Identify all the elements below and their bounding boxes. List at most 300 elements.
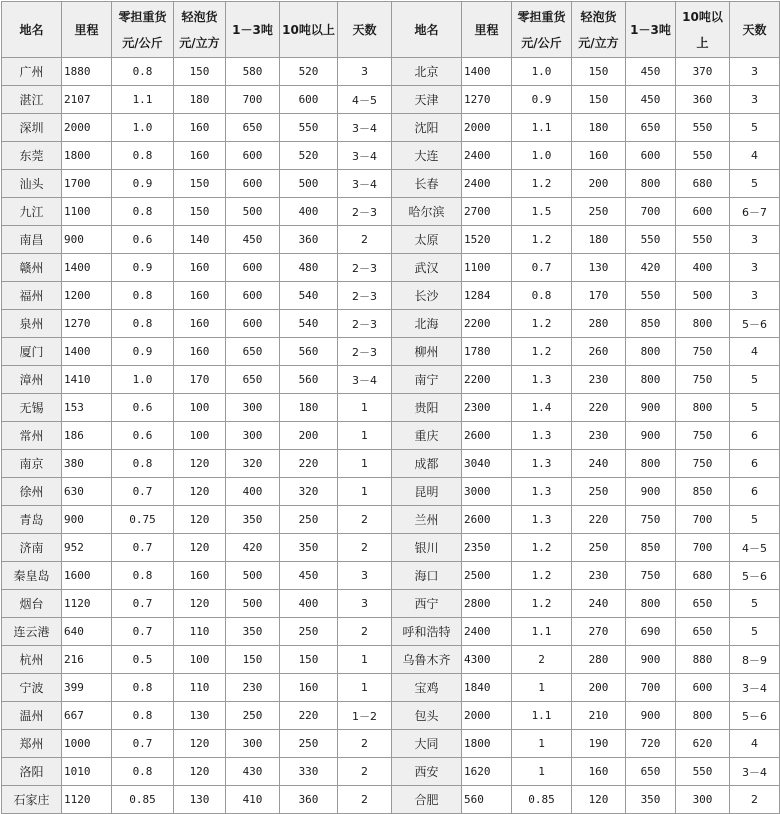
left-one-to-three-ton-rate-cell: 600 <box>226 310 280 338</box>
left-mileage-cell: 399 <box>62 674 112 702</box>
right-days-cell: 4 <box>730 730 780 758</box>
right-light-cargo-rate-cell: 220 <box>572 506 626 534</box>
left-ten-ton-plus-rate-cell: 520 <box>280 142 338 170</box>
left-days-cell: 3－4 <box>338 366 392 394</box>
left-light-cargo-rate-cell: 120 <box>174 478 226 506</box>
left-ltl-weight-rate-cell: 0.8 <box>112 450 174 478</box>
left-days-cell: 3－4 <box>338 170 392 198</box>
right-light-cargo-rate-cell: 190 <box>572 730 626 758</box>
right-place-cell: 合肥 <box>392 786 462 814</box>
right-place-cell: 天津 <box>392 86 462 114</box>
right-days-header <box>730 2 780 58</box>
left-one-to-three-ton-rate-cell: 600 <box>226 254 280 282</box>
right-days-cell: 8－9 <box>730 646 780 674</box>
right-one-to-three-ton-rate-cell: 600 <box>626 142 676 170</box>
left-place-cell: 秦皇岛 <box>2 562 62 590</box>
right-one-to-three-ton-rate-cell: 650 <box>626 758 676 786</box>
right-one-to-three-ton-rate-cell: 550 <box>626 282 676 310</box>
header-text-line: 元/立方 <box>578 35 619 50</box>
right-light-cargo-rate-cell: 120 <box>572 786 626 814</box>
right-ltl-weight-rate-cell: 1 <box>512 674 572 702</box>
left-ltl-weight-rate-header <box>112 2 174 58</box>
right-ltl-weight-rate-cell: 1.1 <box>512 702 572 730</box>
right-one-to-three-ton-rate-cell: 900 <box>626 422 676 450</box>
left-ltl-weight-rate-cell: 0.8 <box>112 310 174 338</box>
left-ltl-weight-rate-cell: 1.0 <box>112 366 174 394</box>
left-one-to-three-ton-rate-cell: 350 <box>226 506 280 534</box>
right-ltl-weight-rate-cell: 1.3 <box>512 422 572 450</box>
right-mileage-cell: 2400 <box>462 170 512 198</box>
left-one-to-three-ton-rate-cell: 450 <box>226 226 280 254</box>
right-place-cell: 乌鲁木齐 <box>392 646 462 674</box>
table-row <box>2 646 780 674</box>
left-place-cell: 赣州 <box>2 254 62 282</box>
left-days-cell: 2 <box>338 758 392 786</box>
left-ten-ton-plus-rate-cell: 400 <box>280 198 338 226</box>
right-days-cell: 5－6 <box>730 562 780 590</box>
header-text-line: 地名 <box>19 22 44 37</box>
header-text-line: 里程 <box>74 22 99 37</box>
right-ten-ton-plus-rate-cell: 550 <box>676 142 730 170</box>
right-mileage-cell: 560 <box>462 786 512 814</box>
right-one-to-three-ton-rate-cell: 900 <box>626 646 676 674</box>
left-one-to-three-ton-rate-cell: 600 <box>226 142 280 170</box>
right-mileage-cell: 2300 <box>462 394 512 422</box>
left-ten-ton-plus-rate-cell: 360 <box>280 226 338 254</box>
left-ten-ton-plus-rate-cell: 550 <box>280 114 338 142</box>
left-mileage-cell: 1600 <box>62 562 112 590</box>
left-mileage-cell: 640 <box>62 618 112 646</box>
left-days-cell: 4－5 <box>338 86 392 114</box>
right-ten-ton-plus-rate-cell: 800 <box>676 702 730 730</box>
left-mileage-cell: 1120 <box>62 786 112 814</box>
right-light-cargo-rate-cell: 180 <box>572 114 626 142</box>
left-one-to-three-ton-rate-cell: 320 <box>226 450 280 478</box>
left-days-cell: 3－4 <box>338 142 392 170</box>
right-light-cargo-rate-cell: 240 <box>572 450 626 478</box>
table-row <box>2 198 780 226</box>
left-ltl-weight-rate-cell: 0.5 <box>112 646 174 674</box>
right-light-cargo-rate-cell: 240 <box>572 590 626 618</box>
right-ltl-weight-rate-cell: 1 <box>512 730 572 758</box>
left-light-cargo-rate-cell: 100 <box>174 646 226 674</box>
right-ten-ton-plus-rate-cell: 370 <box>676 58 730 86</box>
right-days-cell: 5 <box>730 394 780 422</box>
left-ten-ton-plus-rate-cell: 400 <box>280 590 338 618</box>
left-ten-ton-plus-rate-cell: 250 <box>280 730 338 758</box>
table-row <box>2 310 780 338</box>
header-text-line: 上 <box>696 35 709 50</box>
left-light-cargo-rate-cell: 150 <box>174 58 226 86</box>
left-one-to-three-ton-rate-cell: 250 <box>226 702 280 730</box>
right-days-cell: 2 <box>730 786 780 814</box>
right-days-cell: 4 <box>730 338 780 366</box>
table-row <box>2 478 780 506</box>
header-text-line: 零担重货 <box>118 9 167 24</box>
right-place-cell: 北京 <box>392 58 462 86</box>
right-mileage-cell: 1100 <box>462 254 512 282</box>
left-one-to-three-ton-rate-cell: 500 <box>226 590 280 618</box>
right-one-to-three-ton-rate-cell: 800 <box>626 338 676 366</box>
left-days-cell: 1 <box>338 422 392 450</box>
left-one-to-three-ton-rate-cell: 230 <box>226 674 280 702</box>
left-light-cargo-rate-cell: 120 <box>174 730 226 758</box>
left-mileage-cell: 186 <box>62 422 112 450</box>
right-mileage-cell: 2400 <box>462 142 512 170</box>
right-place-cell: 呼和浩特 <box>392 618 462 646</box>
right-ltl-weight-rate-cell: 1.2 <box>512 590 572 618</box>
left-mileage-cell: 667 <box>62 702 112 730</box>
right-days-cell: 3 <box>730 282 780 310</box>
left-one-to-three-ton-rate-cell: 650 <box>226 114 280 142</box>
right-ltl-weight-rate-cell: 0.85 <box>512 786 572 814</box>
right-ltl-weight-rate-cell: 1 <box>512 758 572 786</box>
header-text-line: 地名 <box>414 22 439 37</box>
left-mileage-cell: 380 <box>62 450 112 478</box>
header-text-line: 轻泡货 <box>580 9 617 24</box>
right-ten-ton-plus-rate-cell: 880 <box>676 646 730 674</box>
right-days-cell: 5 <box>730 366 780 394</box>
table-row <box>2 58 780 86</box>
right-ten-ton-plus-rate-cell: 750 <box>676 450 730 478</box>
left-place-cell: 漳州 <box>2 366 62 394</box>
right-light-cargo-rate-cell: 270 <box>572 618 626 646</box>
left-one-to-three-ton-rate-cell: 410 <box>226 786 280 814</box>
right-light-cargo-rate-cell: 130 <box>572 254 626 282</box>
left-one-to-three-ton-rate-cell: 700 <box>226 86 280 114</box>
table-row <box>2 226 780 254</box>
left-mileage-cell: 153 <box>62 394 112 422</box>
right-mileage-cell: 1270 <box>462 86 512 114</box>
right-place-cell: 包头 <box>392 702 462 730</box>
right-mileage-cell: 2600 <box>462 422 512 450</box>
left-mileage-cell: 1400 <box>62 338 112 366</box>
table-row <box>2 534 780 562</box>
left-light-cargo-rate-cell: 120 <box>174 590 226 618</box>
right-days-cell: 4－5 <box>730 534 780 562</box>
right-ltl-weight-rate-cell: 1.5 <box>512 198 572 226</box>
left-one-to-three-ton-rate-cell: 500 <box>226 562 280 590</box>
right-mileage-cell: 2200 <box>462 366 512 394</box>
left-one-to-three-ton-rate-cell: 350 <box>226 618 280 646</box>
right-days-cell: 6 <box>730 478 780 506</box>
right-light-cargo-rate-cell: 280 <box>572 646 626 674</box>
right-mileage-cell: 2000 <box>462 702 512 730</box>
left-light-cargo-rate-cell: 120 <box>174 450 226 478</box>
right-ten-ton-plus-rate-cell: 650 <box>676 618 730 646</box>
left-mileage-cell: 1010 <box>62 758 112 786</box>
left-one-to-three-ton-rate-cell: 430 <box>226 758 280 786</box>
left-days-cell: 1 <box>338 674 392 702</box>
right-days-cell: 5 <box>730 114 780 142</box>
left-ltl-weight-rate-cell: 0.75 <box>112 506 174 534</box>
left-ten-ton-plus-rate-cell: 220 <box>280 702 338 730</box>
table-row <box>2 506 780 534</box>
right-place-cell: 西安 <box>392 758 462 786</box>
right-one-to-three-ton-rate-cell: 900 <box>626 702 676 730</box>
left-place-cell: 湛江 <box>2 86 62 114</box>
right-mileage-cell: 2200 <box>462 310 512 338</box>
left-one-to-three-ton-rate-cell: 650 <box>226 338 280 366</box>
table-row <box>2 338 780 366</box>
right-one-to-three-ton-rate-cell: 750 <box>626 506 676 534</box>
table-body <box>2 58 780 814</box>
left-ten-ton-plus-rate-cell: 600 <box>280 86 338 114</box>
left-mileage-cell: 1410 <box>62 366 112 394</box>
left-mileage-cell: 2000 <box>62 114 112 142</box>
right-ltl-weight-rate-cell: 1.2 <box>512 338 572 366</box>
left-place-cell: 南京 <box>2 450 62 478</box>
left-mileage-cell: 630 <box>62 478 112 506</box>
left-light-cargo-rate-cell: 150 <box>174 170 226 198</box>
right-mileage-cell: 1840 <box>462 674 512 702</box>
table-row <box>2 702 780 730</box>
right-light-cargo-rate-cell: 170 <box>572 282 626 310</box>
right-place-cell: 大连 <box>392 142 462 170</box>
left-ltl-weight-rate-cell: 1.1 <box>112 86 174 114</box>
table-row <box>2 590 780 618</box>
left-place-cell: 徐州 <box>2 478 62 506</box>
right-days-cell: 6 <box>730 450 780 478</box>
right-mileage-header <box>462 2 512 58</box>
right-days-cell: 5 <box>730 506 780 534</box>
right-mileage-cell: 2350 <box>462 534 512 562</box>
left-days-cell: 2－3 <box>338 310 392 338</box>
right-ten-ton-plus-header <box>676 2 730 58</box>
left-light-cargo-rate-cell: 120 <box>174 758 226 786</box>
left-light-cargo-rate-cell: 140 <box>174 226 226 254</box>
left-place-cell: 济南 <box>2 534 62 562</box>
right-light-cargo-rate-cell: 160 <box>572 758 626 786</box>
left-days-cell: 2 <box>338 534 392 562</box>
right-mileage-cell: 1780 <box>462 338 512 366</box>
left-ten-ton-plus-rate-cell: 500 <box>280 170 338 198</box>
right-days-cell: 3 <box>730 58 780 86</box>
table-row <box>2 86 780 114</box>
right-light-cargo-rate-cell: 250 <box>572 534 626 562</box>
right-place-cell: 成都 <box>392 450 462 478</box>
right-mileage-cell: 1284 <box>462 282 512 310</box>
right-place-cell: 海口 <box>392 562 462 590</box>
right-days-cell: 3 <box>730 254 780 282</box>
right-place-cell: 长沙 <box>392 282 462 310</box>
left-ltl-weight-rate-cell: 0.8 <box>112 674 174 702</box>
left-place-header <box>2 2 62 58</box>
left-place-cell: 常州 <box>2 422 62 450</box>
left-days-cell: 2 <box>338 786 392 814</box>
left-light-cargo-rate-cell: 110 <box>174 618 226 646</box>
header-text-line: 元/公斤 <box>521 35 562 50</box>
right-ten-ton-plus-rate-cell: 550 <box>676 114 730 142</box>
right-place-cell: 哈尔滨 <box>392 198 462 226</box>
left-light-cargo-rate-cell: 120 <box>174 506 226 534</box>
right-one-to-three-ton-rate-cell: 450 <box>626 58 676 86</box>
right-days-cell: 4 <box>730 142 780 170</box>
left-one-to-three-ton-rate-cell: 650 <box>226 366 280 394</box>
left-ten-ton-plus-rate-cell: 330 <box>280 758 338 786</box>
header-text-line: 10吨以上 <box>282 22 335 37</box>
left-place-cell: 汕头 <box>2 170 62 198</box>
header-text-line: 1－3吨 <box>630 22 671 37</box>
right-light-cargo-rate-cell: 150 <box>572 86 626 114</box>
right-ltl-weight-rate-cell: 1.4 <box>512 394 572 422</box>
left-mileage-cell: 1800 <box>62 142 112 170</box>
right-one-to-three-ton-rate-cell: 800 <box>626 450 676 478</box>
left-days-cell: 3 <box>338 58 392 86</box>
right-one-to-three-ton-rate-cell: 800 <box>626 170 676 198</box>
left-light-cargo-rate-cell: 120 <box>174 534 226 562</box>
left-ten-ton-plus-rate-cell: 320 <box>280 478 338 506</box>
left-days-cell: 1 <box>338 450 392 478</box>
left-days-cell: 3 <box>338 562 392 590</box>
table-row <box>2 422 780 450</box>
right-light-cargo-rate-cell: 230 <box>572 366 626 394</box>
left-place-cell: 九江 <box>2 198 62 226</box>
right-one-to-three-ton-rate-cell: 420 <box>626 254 676 282</box>
right-light-cargo-rate-cell: 230 <box>572 422 626 450</box>
left-ten-ton-plus-rate-cell: 360 <box>280 786 338 814</box>
left-days-header <box>338 2 392 58</box>
right-ltl-weight-rate-cell: 1.2 <box>512 310 572 338</box>
right-ten-ton-plus-rate-cell: 500 <box>676 282 730 310</box>
right-ltl-weight-rate-cell: 1.3 <box>512 478 572 506</box>
left-place-cell: 杭州 <box>2 646 62 674</box>
right-ten-ton-plus-rate-cell: 360 <box>676 86 730 114</box>
right-ltl-weight-rate-cell: 1.3 <box>512 450 572 478</box>
table-row <box>2 394 780 422</box>
left-ten-ton-plus-rate-cell: 220 <box>280 450 338 478</box>
left-mileage-cell: 1400 <box>62 254 112 282</box>
right-ltl-weight-rate-cell: 2 <box>512 646 572 674</box>
left-ltl-weight-rate-cell: 0.8 <box>112 562 174 590</box>
left-light-cargo-rate-cell: 100 <box>174 394 226 422</box>
left-place-cell: 温州 <box>2 702 62 730</box>
left-days-cell: 2 <box>338 618 392 646</box>
right-one-to-three-ton-rate-cell: 690 <box>626 618 676 646</box>
left-light-cargo-rate-cell: 170 <box>174 366 226 394</box>
left-one-to-three-ton-rate-cell: 300 <box>226 422 280 450</box>
left-place-cell: 连云港 <box>2 618 62 646</box>
left-days-cell: 1 <box>338 478 392 506</box>
left-mileage-cell: 1700 <box>62 170 112 198</box>
right-ltl-weight-rate-cell: 1.2 <box>512 534 572 562</box>
left-mileage-cell: 216 <box>62 646 112 674</box>
left-days-cell: 1 <box>338 394 392 422</box>
right-ten-ton-plus-rate-cell: 550 <box>676 226 730 254</box>
right-light-cargo-rate-header <box>572 2 626 58</box>
left-days-cell: 2－3 <box>338 254 392 282</box>
left-place-cell: 青岛 <box>2 506 62 534</box>
right-light-cargo-rate-cell: 180 <box>572 226 626 254</box>
left-mileage-cell: 1200 <box>62 282 112 310</box>
right-one-to-three-ton-rate-cell: 800 <box>626 366 676 394</box>
right-ltl-weight-rate-cell: 1.2 <box>512 226 572 254</box>
right-days-cell: 3－4 <box>730 674 780 702</box>
left-days-cell: 2 <box>338 730 392 758</box>
left-light-cargo-rate-cell: 150 <box>174 198 226 226</box>
right-ten-ton-plus-rate-cell: 700 <box>676 506 730 534</box>
right-mileage-cell: 3040 <box>462 450 512 478</box>
right-ten-ton-plus-rate-cell: 620 <box>676 730 730 758</box>
left-mileage-cell: 952 <box>62 534 112 562</box>
right-place-cell: 西宁 <box>392 590 462 618</box>
left-one-to-three-ton-rate-cell: 580 <box>226 58 280 86</box>
right-mileage-cell: 2700 <box>462 198 512 226</box>
right-one-to-three-ton-rate-cell: 850 <box>626 534 676 562</box>
right-one-to-three-ton-rate-cell: 700 <box>626 674 676 702</box>
left-light-cargo-rate-cell: 160 <box>174 254 226 282</box>
header-text-line: 元/公斤 <box>122 35 163 50</box>
right-ltl-weight-rate-cell: 1.3 <box>512 506 572 534</box>
left-light-cargo-rate-cell: 130 <box>174 702 226 730</box>
left-ltl-weight-rate-cell: 0.8 <box>112 198 174 226</box>
right-mileage-cell: 2500 <box>462 562 512 590</box>
right-days-cell: 5 <box>730 618 780 646</box>
left-place-cell: 洛阳 <box>2 758 62 786</box>
left-place-cell: 宁波 <box>2 674 62 702</box>
left-ltl-weight-rate-cell: 0.8 <box>112 142 174 170</box>
left-days-cell: 3－4 <box>338 114 392 142</box>
right-light-cargo-rate-cell: 250 <box>572 198 626 226</box>
right-ltl-weight-rate-cell: 0.8 <box>512 282 572 310</box>
right-days-cell: 5 <box>730 590 780 618</box>
right-mileage-cell: 2400 <box>462 618 512 646</box>
right-ten-ton-plus-rate-cell: 750 <box>676 422 730 450</box>
header-text-line: 元/立方 <box>179 35 220 50</box>
right-light-cargo-rate-cell: 230 <box>572 562 626 590</box>
left-ltl-weight-rate-cell: 0.8 <box>112 758 174 786</box>
right-ltl-weight-rate-cell: 1.1 <box>512 618 572 646</box>
right-days-cell: 5－6 <box>730 702 780 730</box>
table-row <box>2 674 780 702</box>
left-ltl-weight-rate-cell: 0.7 <box>112 478 174 506</box>
right-light-cargo-rate-cell: 200 <box>572 674 626 702</box>
left-ltl-weight-rate-cell: 0.9 <box>112 254 174 282</box>
left-mileage-cell: 1000 <box>62 730 112 758</box>
left-ten-ton-plus-rate-cell: 200 <box>280 422 338 450</box>
table-row <box>2 366 780 394</box>
left-ltl-weight-rate-cell: 0.9 <box>112 170 174 198</box>
left-days-cell: 2 <box>338 226 392 254</box>
right-one-to-three-ton-rate-cell: 650 <box>626 114 676 142</box>
left-light-cargo-rate-cell: 160 <box>174 114 226 142</box>
left-days-cell: 2 <box>338 506 392 534</box>
right-days-cell: 5－6 <box>730 310 780 338</box>
left-days-cell: 3 <box>338 590 392 618</box>
right-mileage-cell: 2000 <box>462 114 512 142</box>
right-ltl-weight-rate-cell: 1.0 <box>512 58 572 86</box>
right-light-cargo-rate-cell: 160 <box>572 142 626 170</box>
left-ltl-weight-rate-cell: 0.7 <box>112 590 174 618</box>
right-mileage-cell: 4300 <box>462 646 512 674</box>
right-ltl-weight-rate-cell: 1.2 <box>512 562 572 590</box>
left-light-cargo-rate-cell: 160 <box>174 338 226 366</box>
left-light-cargo-rate-cell: 160 <box>174 282 226 310</box>
left-light-cargo-rate-cell: 110 <box>174 674 226 702</box>
left-place-cell: 广州 <box>2 58 62 86</box>
left-ltl-weight-rate-cell: 0.7 <box>112 618 174 646</box>
left-ltl-weight-rate-cell: 0.6 <box>112 394 174 422</box>
right-one-to-three-ton-rate-cell: 450 <box>626 86 676 114</box>
right-ten-ton-plus-rate-cell: 600 <box>676 198 730 226</box>
right-ten-ton-plus-rate-cell: 680 <box>676 562 730 590</box>
right-place-cell: 贵阳 <box>392 394 462 422</box>
left-ten-ton-plus-header <box>280 2 338 58</box>
table-row <box>2 170 780 198</box>
right-ten-ton-plus-rate-cell: 550 <box>676 758 730 786</box>
left-place-cell: 无锡 <box>2 394 62 422</box>
left-ten-ton-plus-rate-cell: 250 <box>280 618 338 646</box>
